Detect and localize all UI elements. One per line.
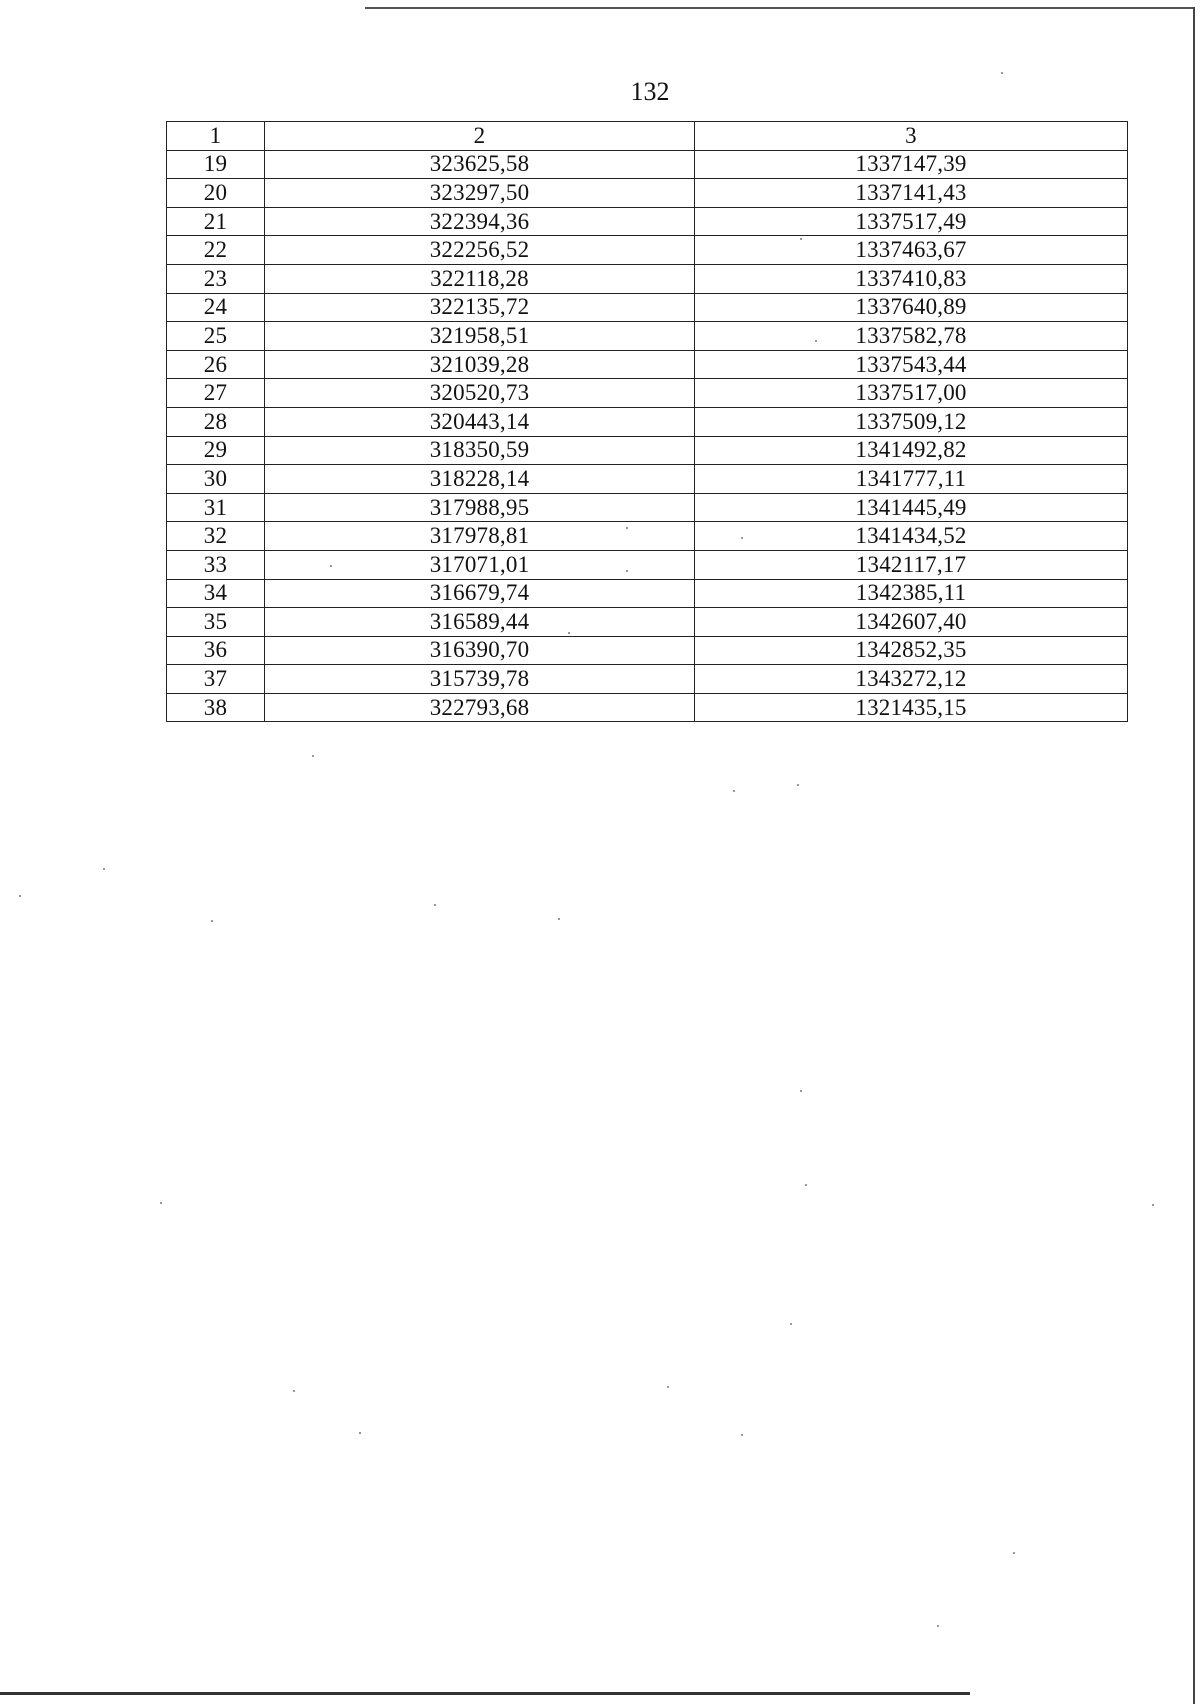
point-number-cell: 33 — [167, 550, 265, 579]
y-coordinate-cell: 1341777,11 — [695, 465, 1128, 494]
x-coordinate-cell: 316679,74 — [265, 579, 695, 608]
point-number-cell: 19 — [167, 150, 265, 179]
point-number-cell: 20 — [167, 179, 265, 208]
x-coordinate-cell: 320520,73 — [265, 379, 695, 408]
scan-speck — [626, 527, 628, 529]
scan-speck — [797, 784, 799, 786]
scan-speck — [293, 1390, 295, 1392]
y-coordinate-cell: 1341492,82 — [695, 436, 1128, 465]
scan-speck — [805, 1184, 807, 1186]
x-coordinate-cell: 315739,78 — [265, 665, 695, 694]
point-number-cell: 27 — [167, 379, 265, 408]
table-row — [167, 665, 1128, 694]
y-coordinate-cell: 1337517,00 — [695, 379, 1128, 408]
table-row — [167, 207, 1128, 236]
y-coordinate-cell: 1342385,11 — [695, 579, 1128, 608]
x-coordinate-cell: 320443,14 — [265, 407, 695, 436]
table-header-row — [167, 122, 1128, 151]
x-coordinate-cell: 322256,52 — [265, 236, 695, 265]
scan-edge-right — [1193, 7, 1195, 1704]
y-coordinate-cell: 1337141,43 — [695, 179, 1128, 208]
table-row — [167, 693, 1128, 722]
scan-speck — [568, 632, 570, 634]
table-row — [167, 379, 1128, 408]
scan-speck — [1001, 72, 1003, 74]
point-number-cell: 35 — [167, 608, 265, 637]
table-row — [167, 522, 1128, 551]
table-row — [167, 493, 1128, 522]
y-coordinate-cell: 1337640,89 — [695, 293, 1128, 322]
x-coordinate-cell: 318350,59 — [265, 436, 695, 465]
scan-speck — [558, 918, 560, 920]
scan-speck — [733, 790, 735, 792]
x-coordinate-cell: 322394,36 — [265, 207, 695, 236]
table-row — [167, 150, 1128, 179]
table-row — [167, 350, 1128, 379]
x-coordinate-cell: 316589,44 — [265, 608, 695, 637]
x-coordinate-cell: 316390,70 — [265, 636, 695, 665]
table-row — [167, 579, 1128, 608]
scan-speck — [937, 1625, 939, 1627]
scan-speck — [790, 1323, 792, 1325]
x-coordinate-cell: 323297,50 — [265, 179, 695, 208]
table-row — [167, 322, 1128, 351]
y-coordinate-cell: 1337509,12 — [695, 407, 1128, 436]
y-coordinate-cell: 1337543,44 — [695, 350, 1128, 379]
scan-speck — [434, 904, 436, 906]
x-coordinate-cell: 322135,72 — [265, 293, 695, 322]
table-row — [167, 608, 1128, 637]
table-row — [167, 264, 1128, 293]
scan-speck — [800, 238, 802, 240]
point-number-cell: 25 — [167, 322, 265, 351]
point-number-cell: 36 — [167, 636, 265, 665]
y-coordinate-cell: 1321435,15 — [695, 693, 1128, 722]
y-coordinate-cell: 1341445,49 — [695, 493, 1128, 522]
point-number-cell: 38 — [167, 693, 265, 722]
point-number-cell: 31 — [167, 493, 265, 522]
scan-speck — [1152, 1204, 1154, 1206]
scan-speck — [330, 565, 332, 567]
scan-speck — [160, 1202, 162, 1204]
y-coordinate-cell: 1343272,12 — [695, 665, 1128, 694]
point-number-cell: 23 — [167, 264, 265, 293]
x-coordinate-cell: 322118,28 — [265, 264, 695, 293]
y-coordinate-cell: 1337147,39 — [695, 150, 1128, 179]
point-number-cell: 24 — [167, 293, 265, 322]
point-number-cell: 37 — [167, 665, 265, 694]
x-coordinate-cell: 317071,01 — [265, 550, 695, 579]
y-coordinate-cell: 1337517,49 — [695, 207, 1128, 236]
header-cell-2: 2 — [265, 122, 695, 151]
y-coordinate-cell: 1342607,40 — [695, 608, 1128, 637]
x-coordinate-cell: 321958,51 — [265, 322, 695, 351]
y-coordinate-cell: 1341434,52 — [695, 522, 1128, 551]
table-row — [167, 179, 1128, 208]
coordinates-table — [166, 121, 1128, 722]
scan-speck — [103, 868, 105, 870]
table-row — [167, 293, 1128, 322]
header-cell-3: 3 — [695, 122, 1128, 151]
scan-speck — [815, 340, 817, 342]
scan-speck — [741, 537, 743, 539]
header-cell-1: 1 — [167, 122, 265, 151]
scan-speck — [741, 1434, 743, 1436]
table-row — [167, 636, 1128, 665]
x-coordinate-cell: 322793,68 — [265, 693, 695, 722]
scan-edge-top — [365, 7, 1195, 9]
point-number-cell: 30 — [167, 465, 265, 494]
table-body — [167, 122, 1128, 722]
x-coordinate-cell: 323625,58 — [265, 150, 695, 179]
table-row — [167, 436, 1128, 465]
y-coordinate-cell: 1337463,67 — [695, 236, 1128, 265]
x-coordinate-cell: 317978,81 — [265, 522, 695, 551]
scan-speck — [667, 1386, 669, 1388]
point-number-cell: 34 — [167, 579, 265, 608]
scan-speck — [626, 570, 628, 572]
scan-speck — [359, 1432, 361, 1434]
page-number: 132 — [630, 77, 670, 106]
x-coordinate-cell: 321039,28 — [265, 350, 695, 379]
scan-speck — [800, 1090, 802, 1092]
point-number-cell: 22 — [167, 236, 265, 265]
table-row — [167, 407, 1128, 436]
point-number-cell: 32 — [167, 522, 265, 551]
scan-edge-bottom — [0, 1692, 970, 1695]
table-row — [167, 236, 1128, 265]
point-number-cell: 26 — [167, 350, 265, 379]
y-coordinate-cell: 1337410,83 — [695, 264, 1128, 293]
y-coordinate-cell: 1342852,35 — [695, 636, 1128, 665]
table-row — [167, 550, 1128, 579]
x-coordinate-cell: 317988,95 — [265, 493, 695, 522]
y-coordinate-cell: 1337582,78 — [695, 322, 1128, 351]
x-coordinate-cell: 318228,14 — [265, 465, 695, 494]
table-row — [167, 465, 1128, 494]
point-number-cell: 29 — [167, 436, 265, 465]
point-number-cell: 28 — [167, 407, 265, 436]
y-coordinate-cell: 1342117,17 — [695, 550, 1128, 579]
scan-speck — [1013, 1552, 1015, 1554]
point-number-cell: 21 — [167, 207, 265, 236]
scan-speck — [211, 920, 213, 922]
scan-speck — [312, 755, 314, 757]
scan-speck — [19, 895, 21, 897]
